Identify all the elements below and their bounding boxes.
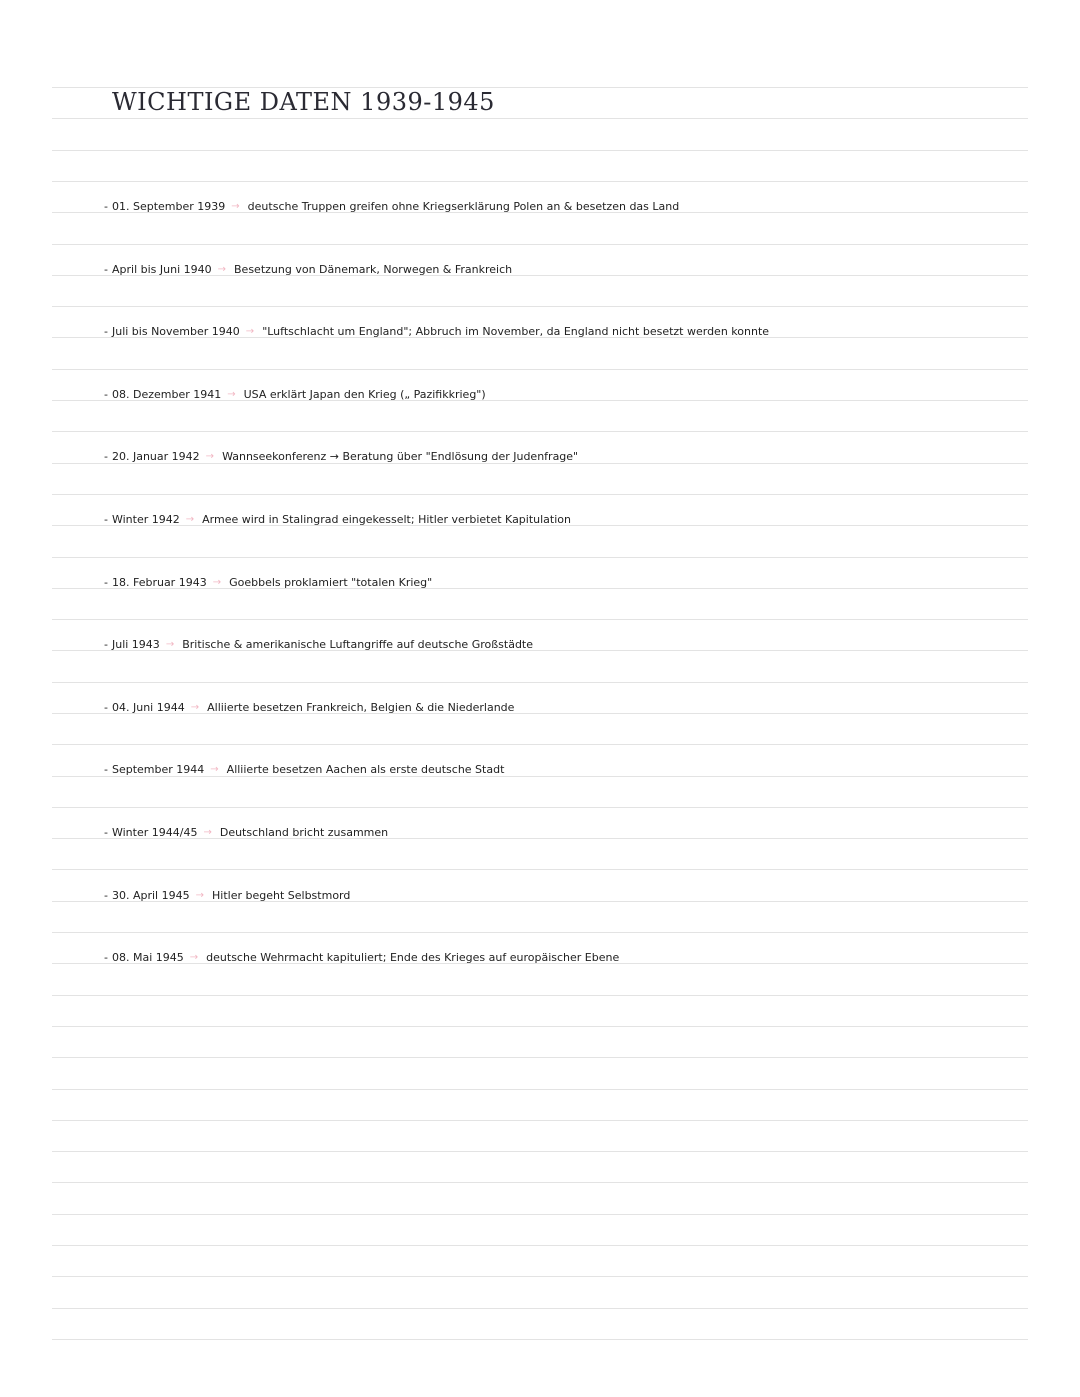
entry-text: deutsche Truppen greifen ohne Kriegserklärung Polen an & besetzen das Land — [247, 200, 680, 213]
entry-text: USA erklärt Japan den Krieg („ Pazifikkrieg") — [243, 387, 486, 401]
entry-text: deutsche Wehrmacht kapituliert; Ende des Krieges auf europäischer Ebene — [206, 951, 620, 965]
entry-text: Besetzung von Dänemark, Norwegen & Frankreich — [234, 262, 513, 276]
bullet-dash: - — [104, 575, 108, 589]
entry-date: September 1944 — [111, 763, 205, 777]
ruled-line — [52, 369, 1028, 370]
right-arrow-icon: → — [185, 514, 195, 525]
bullet-dash: - — [104, 450, 108, 464]
timeline-entry — [104, 324, 769, 340]
entry-date: 08. Mai 1945 — [111, 951, 184, 965]
bullet-dash: - — [104, 826, 108, 839]
entry-date: April bis Juni 1940 — [111, 262, 212, 276]
timeline-entry — [104, 950, 619, 966]
bullet-dash: - — [104, 262, 108, 276]
timeline-entry — [104, 262, 512, 278]
entry-date: 20. Januar 1942 — [111, 450, 200, 464]
ruled-line — [52, 619, 1028, 620]
ruled-line — [52, 181, 1028, 182]
right-arrow-icon: → — [190, 701, 200, 713]
ruled-line — [52, 306, 1028, 307]
ruled-line — [52, 1089, 1028, 1090]
ruled-line — [52, 932, 1028, 933]
ruled-line — [52, 869, 1028, 870]
timeline-entry — [104, 449, 578, 465]
ruled-line — [52, 1026, 1028, 1027]
entry-text: "Luftschlacht um England"; Abbruch im November, da England nicht besetzt werden konnte — [262, 325, 770, 339]
entry-date: 08. Dezember 1941 — [111, 387, 222, 401]
bullet-dash: - — [104, 888, 108, 902]
right-arrow-icon: → — [212, 576, 222, 588]
bullet-dash: - — [104, 638, 108, 652]
bullet-dash: - — [104, 951, 108, 965]
timeline-entry — [104, 888, 350, 904]
entry-date: Winter 1942 — [111, 513, 180, 526]
entry-text: Alliierte besetzen Aachen als erste deutsche Stadt — [226, 763, 505, 777]
ruled-line — [52, 995, 1028, 996]
ruled-line — [52, 807, 1028, 808]
entry-date: 18. Februar 1943 — [111, 575, 207, 589]
timeline-entry — [104, 575, 432, 591]
bullet-dash: - — [104, 513, 108, 526]
bullet-dash: - — [104, 700, 108, 714]
right-arrow-icon: → — [189, 952, 199, 964]
entry-date: Juli 1943 — [111, 638, 160, 652]
page-title — [112, 88, 495, 116]
bullet-dash: - — [104, 200, 108, 213]
right-arrow-icon: → — [231, 201, 240, 212]
timeline-entry — [104, 762, 504, 778]
right-arrow-icon: → — [217, 263, 227, 275]
right-arrow-icon: → — [195, 889, 204, 901]
bullet-dash: - — [104, 325, 108, 339]
ruled-line — [52, 1182, 1028, 1183]
ruled-line — [52, 118, 1028, 119]
entry-date: 01. September 1939 — [111, 200, 226, 213]
entry-date: Juli bis November 1940 — [111, 325, 240, 339]
ruled-line — [52, 744, 1028, 745]
ruled-line — [52, 1120, 1028, 1121]
entry-date: Winter 1944/45 — [111, 826, 198, 839]
ruled-line — [52, 244, 1028, 245]
right-arrow-icon: → — [205, 451, 215, 463]
entry-text: Deutschland bricht zusammen — [219, 826, 389, 839]
ruled-line — [52, 1245, 1028, 1246]
entry-date: 30. April 1945 — [111, 888, 190, 902]
ruled-line — [52, 1151, 1028, 1152]
ruled-line — [52, 557, 1028, 558]
bullet-dash: - — [104, 387, 108, 401]
ruled-line — [52, 1276, 1028, 1277]
timeline-entry — [104, 387, 486, 403]
right-arrow-icon: → — [203, 827, 212, 838]
right-arrow-icon: → — [245, 326, 255, 338]
timeline-entry — [104, 512, 571, 528]
entry-text: Goebbels proklamiert "totalen Krieg" — [229, 575, 433, 589]
entry-date: 04. Juni 1944 — [111, 700, 185, 714]
right-arrow-icon: → — [227, 388, 236, 400]
ruled-line — [52, 1214, 1028, 1215]
right-arrow-icon: → — [210, 764, 219, 776]
ruled-line — [52, 150, 1028, 151]
page-title-text: WICHTIGE DATEN 1939-1945 — [112, 88, 495, 116]
timeline-entry — [104, 637, 533, 653]
ruled-line — [52, 494, 1028, 495]
ruled-line — [52, 1308, 1028, 1309]
ruled-line — [52, 431, 1028, 432]
entry-text: Hitler begeht Selbstmord — [212, 888, 351, 902]
entry-text: Wannseekonferenz → Beratung über "Endlösung der Judenfrage" — [222, 450, 579, 464]
bullet-dash: - — [104, 763, 108, 777]
entry-text: Armee wird in Stalingrad eingekesselt; Hitler verbietet Kapitulation — [202, 513, 571, 526]
timeline-entry — [104, 700, 514, 716]
ruled-line — [52, 1057, 1028, 1058]
entry-text: Britische & amerikanische Luftangriffe auf deutsche Großstädte — [182, 638, 534, 652]
entry-text: Alliierte besetzen Frankreich, Belgien & die Niederlande — [207, 700, 515, 714]
ruled-line — [52, 682, 1028, 683]
timeline-entry — [104, 199, 679, 215]
ruled-line — [52, 1339, 1028, 1340]
timeline-entry — [104, 825, 388, 841]
right-arrow-icon: → — [165, 639, 175, 651]
